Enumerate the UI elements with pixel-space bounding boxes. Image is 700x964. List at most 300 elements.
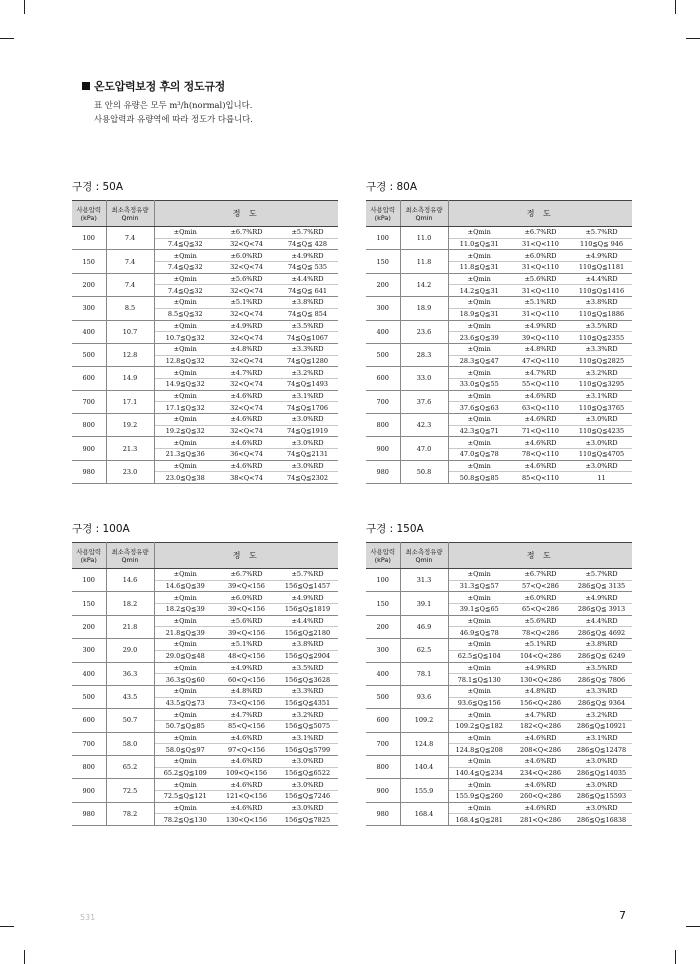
range-cell: 140.4≦Q≦234 bbox=[448, 767, 510, 779]
range-cell: 286≦Q≦15593 bbox=[571, 791, 632, 803]
accuracy-table bbox=[72, 542, 338, 826]
accuracy-sub-row bbox=[366, 297, 632, 309]
min-flow-cell: 78.2 bbox=[106, 802, 154, 825]
accuracy-cell: ±3.3%RD bbox=[277, 343, 338, 355]
accuracy-cell: ±4.4%RD bbox=[571, 273, 632, 285]
range-cell: 11 bbox=[571, 472, 632, 484]
accuracy-cell: ±3.0%RD bbox=[277, 414, 338, 426]
header-pressure-label: 사용압력 bbox=[76, 547, 102, 556]
accuracy-cell: ±4.4%RD bbox=[277, 615, 338, 627]
range-cell: 32<Q<74 bbox=[216, 262, 277, 274]
range-cell: 48<Q<156 bbox=[216, 650, 277, 662]
accuracy-sub-row bbox=[72, 367, 338, 379]
range-cell: 85<Q<110 bbox=[510, 472, 571, 484]
pressure-cell: 100 bbox=[72, 569, 106, 592]
accuracy-cell: ±4.6%RD bbox=[510, 390, 571, 402]
accuracy-cell: ±3.3%RD bbox=[277, 685, 338, 697]
pressure-cell: 150 bbox=[366, 250, 400, 273]
accuracy-sub-row bbox=[72, 569, 338, 581]
min-flow-cell: 109.2 bbox=[400, 709, 448, 732]
range-cell: 39<Q<156 bbox=[216, 604, 277, 616]
range-cell: 78.2≦Q≦130 bbox=[154, 814, 216, 826]
accuracy-sub-row bbox=[72, 343, 338, 355]
accuracy-cell: ±3.0%RD bbox=[277, 437, 338, 449]
range-cell: 18.2≦Q≦39 bbox=[154, 604, 216, 616]
pressure-cell: 700 bbox=[72, 390, 106, 413]
accuracy-cell: ±Qmin bbox=[154, 756, 216, 768]
min-flow-cell: 17.1 bbox=[106, 390, 154, 413]
header-pressure bbox=[366, 543, 400, 569]
range-cell: 39.1≦Q≦65 bbox=[448, 604, 510, 616]
range-cell: 74≦Q≦ 535 bbox=[277, 262, 338, 274]
accuracy-sub-row bbox=[366, 662, 632, 674]
accuracy-cell: ±6.0%RD bbox=[510, 250, 571, 262]
accuracy-cell: ±4.4%RD bbox=[571, 615, 632, 627]
accuracy-sub-row bbox=[72, 709, 338, 721]
range-cell: 286≦Q≦ 6249 bbox=[571, 650, 632, 662]
range-cell: 156≦Q≦2904 bbox=[277, 650, 338, 662]
min-flow-cell: 47.0 bbox=[400, 437, 448, 460]
min-flow-cell: 78.1 bbox=[400, 662, 448, 685]
crop-mark bbox=[675, 0, 676, 14]
accuracy-sub-row bbox=[366, 437, 632, 449]
range-cell: 74≦Q≦ 428 bbox=[277, 238, 338, 250]
accuracy-sub-row bbox=[72, 732, 338, 744]
range-cell: 156≦Q≦6522 bbox=[277, 767, 338, 779]
block-title: 구경 : 80A bbox=[366, 181, 418, 193]
range-cell: 286≦Q≦10921 bbox=[571, 720, 632, 732]
min-flow-cell: 31.3 bbox=[400, 569, 448, 592]
range-cell: 17.1≦Q≦32 bbox=[154, 402, 216, 414]
accuracy-sub-row bbox=[366, 320, 632, 332]
accuracy-cell: ±6.7%RD bbox=[510, 227, 571, 239]
range-cell: 50.7≦Q≦85 bbox=[154, 720, 216, 732]
header-min-flow-label: 최소측정유량 bbox=[111, 205, 149, 214]
pressure-cell: 980 bbox=[72, 802, 106, 825]
range-cell: 11.8≦Q≦31 bbox=[448, 262, 510, 274]
accuracy-cell: ±3.8%RD bbox=[277, 639, 338, 651]
accuracy-cell: ±4.7%RD bbox=[510, 709, 571, 721]
accuracy-cell: ±Qmin bbox=[154, 320, 216, 332]
pressure-cell: 100 bbox=[366, 569, 400, 592]
range-cell: 47.0≦Q≦78 bbox=[448, 449, 510, 461]
table-header bbox=[72, 543, 338, 569]
accuracy-cell: ±4.6%RD bbox=[510, 756, 571, 768]
header-pressure-label: 사용압력 bbox=[370, 205, 396, 214]
min-flow-cell: 18.2 bbox=[106, 592, 154, 615]
min-flow-cell: 65.2 bbox=[106, 756, 154, 779]
heading-text: 온도압력보정 후의 정도규정 bbox=[94, 80, 225, 93]
range-cell: 85<Q<156 bbox=[216, 720, 277, 732]
range-cell: 74≦Q≦ 641 bbox=[277, 285, 338, 297]
accuracy-cell: ±Qmin bbox=[154, 592, 216, 604]
accuracy-sub-row bbox=[72, 756, 338, 768]
range-cell: 156≦Q≦1457 bbox=[277, 580, 338, 592]
min-flow-cell: 14.9 bbox=[106, 367, 154, 390]
min-flow-cell: 21.3 bbox=[106, 437, 154, 460]
table-header bbox=[366, 201, 632, 227]
accuracy-cell: ±Qmin bbox=[448, 592, 510, 604]
accuracy-sub-row bbox=[366, 343, 632, 355]
range-cell: 286≦Q≦16838 bbox=[571, 814, 632, 826]
pressure-cell: 900 bbox=[366, 437, 400, 460]
square-bullet-icon bbox=[82, 82, 90, 90]
header-min-flow-unit: Qmin bbox=[121, 555, 139, 564]
header-min-flow bbox=[400, 201, 448, 227]
range-cell: 58.0≦Q≦97 bbox=[154, 744, 216, 756]
accuracy-cell: ±Qmin bbox=[448, 414, 510, 426]
min-flow-cell: 140.4 bbox=[400, 756, 448, 779]
accuracy-cell: ±4.8%RD bbox=[510, 343, 571, 355]
accuracy-cell: ±5.1%RD bbox=[510, 639, 571, 651]
range-cell: 286≦Q≦12478 bbox=[571, 744, 632, 756]
accuracy-sub-row bbox=[72, 250, 338, 262]
accuracy-cell: ±5.6%RD bbox=[510, 615, 571, 627]
min-flow-cell: 21.8 bbox=[106, 615, 154, 638]
accuracy-cell: ±Qmin bbox=[154, 615, 216, 627]
min-flow-cell: 62.5 bbox=[400, 639, 448, 662]
accuracy-cell: ±4.9%RD bbox=[510, 662, 571, 674]
range-cell: 156≦Q≦1819 bbox=[277, 604, 338, 616]
range-cell: 104<Q<286 bbox=[510, 650, 571, 662]
range-cell: 110≦Q≦3295 bbox=[571, 378, 632, 390]
range-cell: 286≦Q≦ 3135 bbox=[571, 580, 632, 592]
range-cell: 31<Q<110 bbox=[510, 262, 571, 274]
accuracy-cell: ±Qmin bbox=[448, 297, 510, 309]
min-flow-cell: 12.8 bbox=[106, 343, 154, 366]
pressure-cell: 300 bbox=[72, 297, 106, 320]
min-flow-cell: 155.9 bbox=[400, 779, 448, 802]
range-cell: 74≦Q≦2302 bbox=[277, 472, 338, 484]
range-cell: 46.9≦Q≦78 bbox=[448, 627, 510, 639]
accuracy-cell: ±4.6%RD bbox=[510, 414, 571, 426]
range-cell: 110≦Q≦3765 bbox=[571, 402, 632, 414]
min-flow-cell: 14.2 bbox=[400, 273, 448, 296]
range-cell: 32<Q<74 bbox=[216, 378, 277, 390]
min-flow-cell: 7.4 bbox=[106, 273, 154, 296]
accuracy-cell: ±5.6%RD bbox=[510, 273, 571, 285]
header-pressure-unit: (kPa) bbox=[80, 555, 97, 564]
accuracy-cell: ±Qmin bbox=[154, 662, 216, 674]
pressure-cell: 700 bbox=[366, 390, 400, 413]
min-flow-cell: 46.9 bbox=[400, 615, 448, 638]
range-cell: 57<Q<286 bbox=[510, 580, 571, 592]
pressure-cell: 980 bbox=[366, 460, 400, 483]
header-min-flow-label: 최소측정유량 bbox=[405, 205, 443, 214]
accuracy-cell: ±6.0%RD bbox=[510, 592, 571, 604]
min-flow-cell: 29.0 bbox=[106, 639, 154, 662]
accuracy-cell: ±Qmin bbox=[448, 343, 510, 355]
header-accuracy: 정 도 bbox=[154, 543, 338, 569]
pressure-cell: 300 bbox=[366, 639, 400, 662]
accuracy-cell: ±4.7%RD bbox=[216, 367, 277, 379]
range-cell: 156≦Q≦7825 bbox=[277, 814, 338, 826]
accuracy-cell: ±3.0%RD bbox=[571, 460, 632, 472]
range-cell: 31<Q<110 bbox=[510, 308, 571, 320]
pressure-cell: 400 bbox=[72, 662, 106, 685]
accuracy-cell: ±Qmin bbox=[154, 685, 216, 697]
range-cell: 74≦Q≦1706 bbox=[277, 402, 338, 414]
accuracy-cell: ±3.1%RD bbox=[571, 390, 632, 402]
range-cell: 37.6≦Q≦63 bbox=[448, 402, 510, 414]
accuracy-sub-row bbox=[72, 460, 338, 472]
accuracy-cell: ±Qmin bbox=[154, 437, 216, 449]
accuracy-cell: ±3.5%RD bbox=[277, 662, 338, 674]
accuracy-cell: ±5.7%RD bbox=[277, 227, 338, 239]
accuracy-sub-row bbox=[366, 615, 632, 627]
range-cell: 19.2≦Q≦32 bbox=[154, 425, 216, 437]
range-cell: 14.6≦Q≦39 bbox=[154, 580, 216, 592]
range-cell: 234<Q<286 bbox=[510, 767, 571, 779]
range-cell: 36.3≦Q≦60 bbox=[154, 674, 216, 686]
header-pressure-unit: (kPa) bbox=[374, 555, 391, 564]
range-cell: 50.8≦Q≦85 bbox=[448, 472, 510, 484]
range-cell: 31.3≦Q≦57 bbox=[448, 580, 510, 592]
pressure-cell: 200 bbox=[366, 615, 400, 638]
min-flow-cell: 7.4 bbox=[106, 250, 154, 273]
accuracy-cell: ±4.6%RD bbox=[510, 437, 571, 449]
accuracy-sub-row bbox=[366, 460, 632, 472]
pressure-cell: 500 bbox=[366, 343, 400, 366]
pressure-cell: 700 bbox=[366, 732, 400, 755]
pressure-cell: 700 bbox=[72, 732, 106, 755]
min-flow-cell: 19.2 bbox=[106, 414, 154, 437]
range-cell: 7.4≦Q≦32 bbox=[154, 238, 216, 250]
accuracy-cell: ±Qmin bbox=[154, 460, 216, 472]
accuracy-cell: ±Qmin bbox=[448, 320, 510, 332]
accuracy-cell: ±6.7%RD bbox=[216, 227, 277, 239]
min-flow-cell: 23.0 bbox=[106, 460, 154, 483]
pressure-cell: 150 bbox=[72, 250, 106, 273]
accuracy-cell: ±3.5%RD bbox=[571, 320, 632, 332]
pressure-cell: 100 bbox=[366, 227, 400, 250]
pressure-cell: 600 bbox=[366, 709, 400, 732]
accuracy-cell: ±3.3%RD bbox=[571, 685, 632, 697]
accuracy-cell: ±3.0%RD bbox=[277, 802, 338, 814]
accuracy-table bbox=[366, 542, 632, 826]
accuracy-cell: ±Qmin bbox=[154, 250, 216, 262]
accuracy-cell: ±Qmin bbox=[448, 460, 510, 472]
accuracy-sub-row bbox=[72, 639, 338, 651]
range-cell: 208<Q<286 bbox=[510, 744, 571, 756]
range-cell: 32<Q<74 bbox=[216, 355, 277, 367]
pressure-cell: 200 bbox=[366, 273, 400, 296]
range-cell: 32<Q<74 bbox=[216, 402, 277, 414]
range-cell: 55<Q<110 bbox=[510, 378, 571, 390]
accuracy-sub-row bbox=[366, 367, 632, 379]
accuracy-sub-row bbox=[72, 227, 338, 239]
accuracy-cell: ±3.2%RD bbox=[571, 709, 632, 721]
min-flow-cell: 58.0 bbox=[106, 732, 154, 755]
accuracy-sub-row bbox=[72, 414, 338, 426]
range-cell: 7.4≦Q≦32 bbox=[154, 262, 216, 274]
accuracy-sub-row bbox=[72, 779, 338, 791]
accuracy-cell: ±5.6%RD bbox=[216, 615, 277, 627]
min-flow-cell: 50.7 bbox=[106, 709, 154, 732]
range-cell: 32<Q<74 bbox=[216, 285, 277, 297]
range-cell: 23.6≦Q≦39 bbox=[448, 332, 510, 344]
table-block-100a bbox=[72, 522, 338, 826]
accuracy-cell: ±5.1%RD bbox=[510, 297, 571, 309]
min-flow-cell: 7.4 bbox=[106, 227, 154, 250]
range-cell: 12.8≦Q≦32 bbox=[154, 355, 216, 367]
accuracy-cell: ±3.5%RD bbox=[277, 320, 338, 332]
pressure-cell: 800 bbox=[366, 414, 400, 437]
header-pressure bbox=[72, 543, 106, 569]
min-flow-cell: 72.5 bbox=[106, 779, 154, 802]
range-cell: 32<Q<74 bbox=[216, 332, 277, 344]
crop-mark bbox=[0, 926, 14, 927]
min-flow-cell: 11.8 bbox=[400, 250, 448, 273]
pressure-cell: 500 bbox=[72, 685, 106, 708]
range-cell: 71<Q<110 bbox=[510, 425, 571, 437]
note-line: 표 안의 유량은 모두 m³/h(normal)입니다. bbox=[94, 100, 253, 110]
min-flow-cell: 11.0 bbox=[400, 227, 448, 250]
accuracy-sub-row bbox=[366, 273, 632, 285]
accuracy-cell: ±Qmin bbox=[154, 297, 216, 309]
min-flow-cell: 18.9 bbox=[400, 297, 448, 320]
range-cell: 286≦Q≦ 4692 bbox=[571, 627, 632, 639]
range-cell: 130<Q<156 bbox=[216, 814, 277, 826]
header-pressure-label: 사용압력 bbox=[76, 205, 102, 214]
header-pressure-label: 사용압력 bbox=[370, 547, 396, 556]
min-flow-cell: 37.6 bbox=[400, 390, 448, 413]
accuracy-cell: ±Qmin bbox=[448, 756, 510, 768]
range-cell: 156≦Q≦5799 bbox=[277, 744, 338, 756]
range-cell: 110≦Q≦2825 bbox=[571, 355, 632, 367]
header-min-flow-unit: Qmin bbox=[121, 213, 139, 222]
header-min-flow bbox=[400, 543, 448, 569]
accuracy-cell: ±Qmin bbox=[448, 437, 510, 449]
accuracy-cell: ±Qmin bbox=[154, 802, 216, 814]
range-cell: 130<Q<286 bbox=[510, 674, 571, 686]
accuracy-cell: ±Qmin bbox=[154, 227, 216, 239]
header-pressure-unit: (kPa) bbox=[374, 213, 391, 222]
range-cell: 286≦Q≦ 9364 bbox=[571, 697, 632, 709]
accuracy-cell: ±3.8%RD bbox=[277, 297, 338, 309]
pressure-cell: 150 bbox=[72, 592, 106, 615]
min-flow-cell: 43.5 bbox=[106, 685, 154, 708]
min-flow-cell: 33.0 bbox=[400, 367, 448, 390]
accuracy-cell: ±3.1%RD bbox=[571, 732, 632, 744]
accuracy-cell: ±Qmin bbox=[448, 615, 510, 627]
range-cell: 65.2≦Q≦109 bbox=[154, 767, 216, 779]
accuracy-sub-row bbox=[72, 320, 338, 332]
header-min-flow bbox=[106, 201, 154, 227]
min-flow-cell: 10.7 bbox=[106, 320, 154, 343]
pressure-cell: 300 bbox=[72, 639, 106, 662]
range-cell: 14.9≦Q≦32 bbox=[154, 378, 216, 390]
range-cell: 93.6≦Q≦156 bbox=[448, 697, 510, 709]
accuracy-cell: ±3.8%RD bbox=[571, 639, 632, 651]
block-title: 구경 : 100A bbox=[72, 523, 130, 535]
page-number: 7 bbox=[619, 909, 626, 922]
crop-mark bbox=[0, 38, 14, 39]
pressure-cell: 800 bbox=[72, 756, 106, 779]
accuracy-sub-row bbox=[366, 250, 632, 262]
range-cell: 156≦Q≦3628 bbox=[277, 674, 338, 686]
header-accuracy: 정 도 bbox=[154, 201, 338, 227]
range-cell: 110≦Q≦4235 bbox=[571, 425, 632, 437]
table-header bbox=[366, 543, 632, 569]
accuracy-cell: ±3.2%RD bbox=[571, 367, 632, 379]
range-cell: 74≦Q≦2131 bbox=[277, 449, 338, 461]
crop-mark bbox=[686, 926, 700, 927]
accuracy-cell: ±4.9%RD bbox=[510, 320, 571, 332]
min-flow-cell: 8.5 bbox=[106, 297, 154, 320]
accuracy-cell: ±4.6%RD bbox=[216, 414, 277, 426]
accuracy-cell: ±Qmin bbox=[154, 569, 216, 581]
accuracy-cell: ±3.0%RD bbox=[277, 779, 338, 791]
min-flow-cell: 42.3 bbox=[400, 414, 448, 437]
min-flow-cell: 28.3 bbox=[400, 343, 448, 366]
accuracy-cell: ±Qmin bbox=[154, 732, 216, 744]
range-cell: 156≦Q≦2180 bbox=[277, 627, 338, 639]
pressure-cell: 100 bbox=[72, 227, 106, 250]
accuracy-table bbox=[366, 200, 632, 484]
accuracy-sub-row bbox=[72, 390, 338, 402]
accuracy-cell: ±5.1%RD bbox=[216, 639, 277, 651]
accuracy-cell: ±4.6%RD bbox=[216, 460, 277, 472]
block-title: 구경 : 150A bbox=[366, 523, 424, 535]
range-cell: 29.0≦Q≦48 bbox=[154, 650, 216, 662]
range-cell: 97<Q<156 bbox=[216, 744, 277, 756]
range-cell: 33.0≦Q≦55 bbox=[448, 378, 510, 390]
accuracy-cell: ±5.7%RD bbox=[277, 569, 338, 581]
range-cell: 8.5≦Q≦32 bbox=[154, 308, 216, 320]
pressure-cell: 200 bbox=[72, 615, 106, 638]
range-cell: 42.3≦Q≦71 bbox=[448, 425, 510, 437]
accuracy-cell: ±Qmin bbox=[448, 709, 510, 721]
pressure-cell: 800 bbox=[366, 756, 400, 779]
table-block-150a bbox=[366, 522, 632, 826]
range-cell: 121<Q<156 bbox=[216, 791, 277, 803]
header-min-flow-unit: Qmin bbox=[415, 555, 433, 564]
accuracy-cell: ±4.9%RD bbox=[216, 320, 277, 332]
range-cell: 109.2≦Q≦182 bbox=[448, 720, 510, 732]
pressure-cell: 150 bbox=[366, 592, 400, 615]
range-cell: 28.3≦Q≦47 bbox=[448, 355, 510, 367]
range-cell: 21.3≦Q≦36 bbox=[154, 449, 216, 461]
range-cell: 60<Q<156 bbox=[216, 674, 277, 686]
range-cell: 38<Q<74 bbox=[216, 472, 277, 484]
range-cell: 286≦Q≦ 7806 bbox=[571, 674, 632, 686]
min-flow-cell: 168.4 bbox=[400, 802, 448, 825]
crop-mark bbox=[686, 38, 700, 39]
range-cell: 74≦Q≦1493 bbox=[277, 378, 338, 390]
header-accuracy: 정 도 bbox=[448, 201, 632, 227]
accuracy-cell: ±4.6%RD bbox=[510, 779, 571, 791]
accuracy-cell: ±4.9%RD bbox=[571, 592, 632, 604]
range-cell: 110≦Q≦1181 bbox=[571, 262, 632, 274]
accuracy-sub-row bbox=[72, 615, 338, 627]
range-cell: 18.9≦Q≦31 bbox=[448, 308, 510, 320]
range-cell: 14.2≦Q≦31 bbox=[448, 285, 510, 297]
accuracy-sub-row bbox=[72, 802, 338, 814]
accuracy-sub-row bbox=[72, 662, 338, 674]
accuracy-cell: ±4.6%RD bbox=[216, 779, 277, 791]
range-cell: 156≦Q≦7246 bbox=[277, 791, 338, 803]
range-cell: 74≦Q≦1067 bbox=[277, 332, 338, 344]
accuracy-table bbox=[72, 200, 338, 484]
accuracy-cell: ±Qmin bbox=[154, 414, 216, 426]
accuracy-sub-row bbox=[72, 437, 338, 449]
pressure-cell: 500 bbox=[366, 685, 400, 708]
accuracy-cell: ±3.0%RD bbox=[571, 414, 632, 426]
accuracy-cell: ±4.9%RD bbox=[216, 662, 277, 674]
range-cell: 39<Q<156 bbox=[216, 627, 277, 639]
accuracy-cell: ±Qmin bbox=[448, 802, 510, 814]
